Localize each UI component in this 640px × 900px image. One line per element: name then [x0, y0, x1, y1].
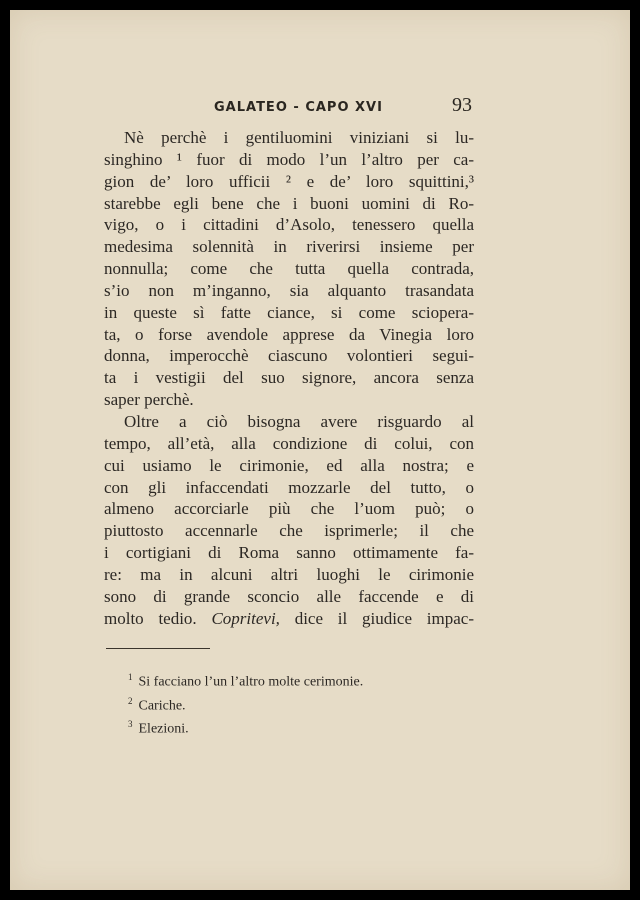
text-line: gion de’ loro ufficii ² e de’ loro squittini,³	[104, 171, 474, 191]
text-line: in queste sì fatte ciance, si come sciopera-	[104, 302, 474, 322]
footnote-item	[128, 668, 363, 692]
text-line: nonnulla; come che tutta quella contrada,	[104, 259, 474, 279]
text-line: Nè perchè i gentiluomini viniziani si lu-	[124, 128, 474, 147]
text-line: ta, o forse avendole apprese da Vinegia loro	[104, 324, 474, 344]
text-line: medesima solennità in riverirsi insieme per	[104, 237, 474, 257]
text-line: Oltre a ciò bisogna avere risguardo al	[124, 411, 474, 431]
text-line: con gli infaccendati mozzarle del tutto, o	[104, 477, 474, 497]
text-line: vigo, o i cittadini d’Asolo, tenessero quella	[104, 215, 474, 235]
text-line: re: ma in alcuni altri luoghi le cirimonie	[104, 564, 474, 584]
body-text	[104, 127, 474, 629]
italic-word: Copritevi,	[211, 608, 280, 628]
footnote-text: Si facciano l’un l’altro molte cerimonie.	[138, 674, 364, 690]
page-number: 93	[452, 94, 472, 116]
running-title: GALATEO - CAPO XVI	[214, 100, 383, 115]
text-line: piuttosto accennarle che isprimerle; il che	[104, 521, 474, 541]
text-line: starebbe egli bene che i buoni uomini di Ro-	[104, 193, 474, 213]
text-line: cui usiamo le cirimonie, ed alla nostra; e	[104, 455, 474, 475]
text-line: molto tedio. Copritevi, dice il giudice impac-	[104, 608, 474, 628]
text-line: singhino ¹ fuor di modo l’un l’altro per ca-	[104, 149, 474, 169]
text-line: i cortigiani di Roma sanno ottimamente fa-	[104, 543, 474, 563]
text-line: saper perchè.	[104, 390, 194, 410]
footnote-text: Elezioni.	[138, 721, 189, 737]
text-line: s’io non m’inganno, sia alquanto trasandata	[104, 280, 474, 300]
footnote-text: Cariche.	[138, 698, 186, 714]
footnote-mark: 2	[128, 695, 133, 706]
text-line: tempo, all’età, alla condizione di colui, con	[104, 433, 474, 453]
text-line: ta i vestigii del suo signore, ancora senza	[104, 368, 474, 388]
footnote-item	[128, 692, 363, 716]
text-line: almeno accorciarle più che l’uom può; o	[104, 499, 474, 519]
text-line: sono di grande sconcio alle faccende e di	[104, 586, 474, 606]
footnote-item	[128, 715, 363, 739]
footnote-mark: 3	[128, 719, 133, 730]
text-line: donna, imperocchè ciascuno volontieri segui-	[104, 346, 474, 366]
footnotes	[128, 668, 363, 739]
book-page	[10, 10, 630, 890]
page-header	[214, 96, 474, 120]
footnote-divider	[106, 648, 210, 649]
footnote-mark: 1	[128, 672, 133, 682]
